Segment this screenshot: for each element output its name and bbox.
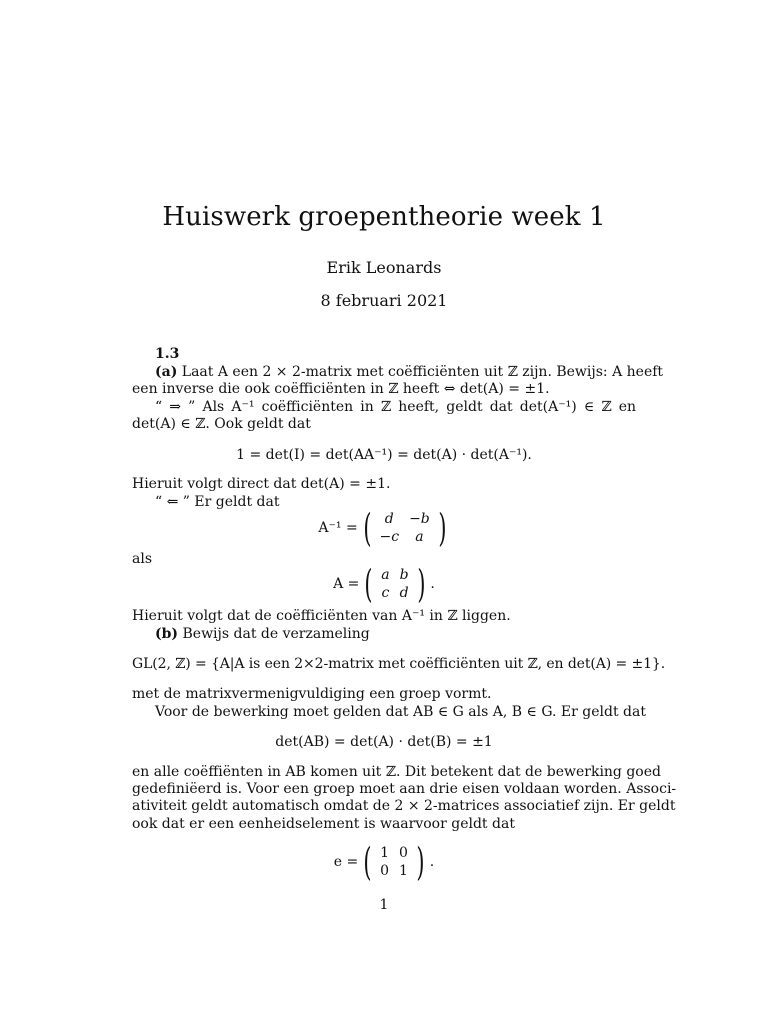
equation-inverse-matrix: A⁻¹ = ( d −b −c a ) — [318, 506, 447, 550]
matrix-cell: b — [399, 567, 409, 583]
paragraph-line: Hieruit volgt dat de coëfficiënten van A⁻¹ in ℤ liggen. — [132, 608, 511, 624]
line-text: Bewijs dat de verzameling — [182, 626, 370, 642]
paragraph-line: det(A) ∈ ℤ. Ook geldt dat — [132, 416, 311, 432]
matrix-cell: a — [381, 567, 390, 583]
paragraph-line: Voor de bewerking moet gelden dat AB ∈ G als A, B ∈ G. Er geldt dat — [155, 704, 646, 720]
equation-gl2z: GL(2, ℤ) = {A|A is een 2×2-matrix met coëfficiënten uit ℤ, en det(A) = ±1}. — [132, 656, 666, 672]
matrix-cell: −b — [409, 511, 430, 527]
paragraph-line — [155, 364, 664, 381]
paragraph-line: ook dat er een eenheidselement is waarvoor geldt dat — [132, 816, 515, 832]
document-author: Erik Leonards — [326, 258, 442, 277]
matrix-cell: a — [415, 529, 424, 545]
paragraph-line: gedefiniëerd is. Voor een groep moet aan drie eisen voldaan worden. Associ- — [132, 781, 677, 797]
line-text: Laat A een 2 × 2-matrix met coëfficiënten uit ℤ zijn. Bewijs: A heeft — [181, 364, 664, 380]
matrix-cell: 0 — [380, 863, 389, 879]
paragraph-line: en alle coëffiënten in AB komen uit ℤ. Dit betekent dat de bewerking goed — [132, 764, 661, 780]
paragraph-line: ativiteit geldt automatisch omdat de 2 × 2-matrices associatief zijn. Er geldt — [132, 798, 676, 814]
paragraph-line: met de matrixvermenigvuldiging een groep vormt. — [132, 686, 492, 702]
matrix-inverse — [375, 510, 435, 546]
equation-det-product: det(AB) = det(A) · det(B) = ±1 — [275, 734, 493, 750]
section-heading: 1.3 — [155, 346, 180, 362]
matrix-cell: 0 — [399, 845, 408, 861]
paragraph-line: “ ⇐ ” Er geldt dat — [155, 494, 280, 510]
equation-lhs: e = — [333, 854, 359, 870]
paragraph-line: een inverse die ook coëfficiënten in ℤ heeft ⇔ det(A) = ±1. — [132, 381, 550, 397]
document-date: 8 februari 2021 — [320, 291, 448, 310]
paragraph-line: Hieruit volgt direct dat det(A) = ±1. — [132, 476, 391, 492]
page-number: 1 — [379, 897, 389, 913]
matrix-identity — [375, 844, 413, 880]
matrix-cell: −c — [379, 529, 400, 545]
matrix-cell: c — [381, 585, 390, 601]
matrix-cell: 1 — [380, 845, 389, 861]
equation-det-identity: 1 = det(I) = det(AA⁻¹) = det(A) · det(A⁻¹). — [236, 447, 532, 463]
part-b-label: (b) — [155, 626, 179, 642]
paragraph-line: “ ⇒ ” Als A⁻¹ coëfficiënten in ℤ heeft, geldt dat det(A⁻¹) ∈ ℤ en — [155, 399, 636, 415]
equation-lhs: A = — [333, 576, 360, 592]
matrix-a — [376, 566, 413, 602]
part-a-label: (a) — [155, 364, 178, 380]
paragraph-line: als — [132, 551, 153, 567]
equation-lhs: A⁻¹ = — [318, 520, 358, 536]
matrix-cell: 1 — [399, 863, 408, 879]
equation-identity-matrix: e = ( 1 0 0 1 ) . — [333, 840, 435, 884]
paragraph-line — [155, 626, 636, 643]
matrix-cell: d — [399, 585, 409, 601]
matrix-cell: d — [384, 511, 394, 527]
document-title: Huiswerk groepentheorie week 1 — [162, 202, 606, 232]
equation-matrix-a: A = ( a b c d ) . — [333, 562, 435, 606]
